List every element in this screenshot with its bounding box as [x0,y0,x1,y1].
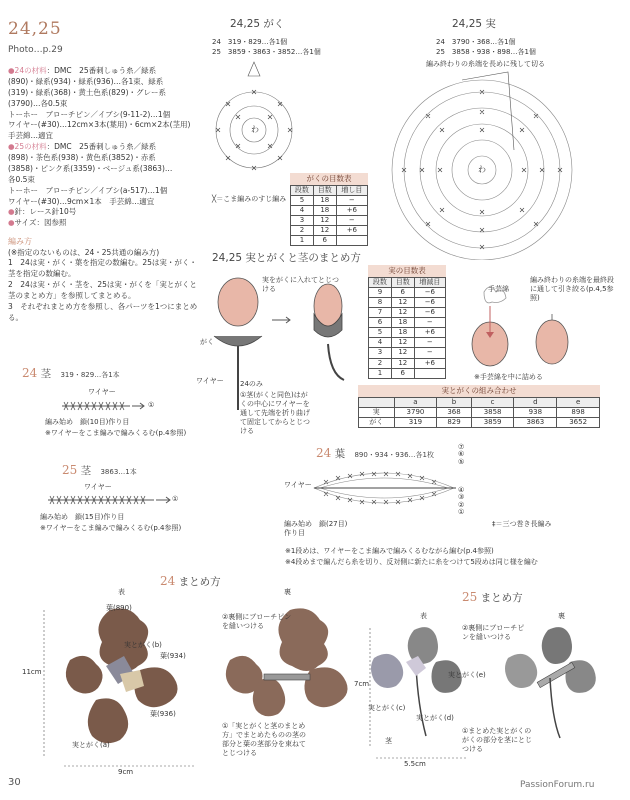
finish25-width: 5.5cm [404,760,426,768]
calyx-title: 24,25 がく [230,18,285,30]
materials-25-label: 25の材料 [14,142,47,152]
finish24-join-note: ①「実とがくと茎のまとめ方」でまとめたものの茎の部分と葉の茎部分を束ねてとじつける [222,722,306,758]
assembly-stem-note: ①茎(がくと同色)はがくの中心にワイヤーを通して先端を折り曲げて固定してからとじつける [240,391,310,436]
finish25-fruit-c: 実とがく(c) [368,704,406,712]
assembly-calyx-label: がく [200,338,214,346]
stem24-wire-label: ワイヤー [88,388,116,396]
finish24-leaf936: 葉(936) [150,710,176,718]
combo-table: 実とがくの組み合わせ a b c d e 実 3790 368 3858 938 898 がく 319 829 3859 3863 3652 [318,385,600,428]
finish25-fruit-d: 実とがく(d) [416,714,454,722]
finish24-height-dimension [40,610,48,756]
page-title: 24,25 [8,19,62,39]
finish24-title: 24 まとめ方 [160,574,221,588]
calyx-legend: ╳＝こま編みのすじ編み [212,195,287,203]
finish25-join-note: ①まとめた実とがくのがくの部分を茎にとじつける [462,727,532,754]
stitch-symbol-icon: ╳ [212,195,217,203]
stem24-note: ※ワイヤーをこま編みで編みくるむ(p.4参照) [45,429,187,437]
leaf-chart [310,462,470,528]
calyx-table: がくの目数表 段数 目数 増し目 5 18 − 4 18 +6 3 12 − 2 12 +6 1 6 [290,173,368,246]
finish25-height-dimension [366,628,374,748]
fruit-draw-note: 編み終わりの糸端を最終段に通して引き絞る(p.4,5参照) [530,276,614,303]
finish25-fruit-e: 実とがく(e) [448,671,486,679]
stem24-row-1: ① [148,401,155,409]
size-info: サイズ：図参照 [14,218,67,228]
stem25-chart [44,490,189,510]
finish24-leaf890: 葉(890) [106,604,132,612]
finish24-height: 11cm [22,668,42,676]
fruit-center: わ [478,165,486,174]
needle-info: 針：レース針10号 [14,207,77,217]
method-block: 編み方 (※指定のないものは、24・25共通の編み方) 1 24は実・がく・葉を指定の数編む。25は実・がく・茎を指定の数編む。 2 24は実・がく・茎を、25は実・がくを「実とがくと茎のまとめ方」を参照してまとめる。 3 それぞれまとめ方を参照し、各パーツを1つにまとめる。 [8,236,203,324]
assembly-only24: 24のみ [240,380,263,388]
calyx-diagram [196,60,306,185]
calyx-center: わ [251,125,259,134]
method-title: 編み方 [8,237,32,246]
stuffing-illustration [460,272,520,372]
finish24-back: 裏 [284,588,291,596]
leaf-start: 編み始め 鎖(27目)作り目 [284,520,348,538]
leaf-note1: ※1段めは、ワイヤーをこま編みで編みくるむながら編む(p.4参照) [285,547,494,555]
stem25-start: 編み始め 鎖(15目)作り目 [40,513,125,521]
stem24-start: 編み始め 鎖(10目)作り目 [45,418,130,426]
fruit-end-note: 編み終わりの糸端を長めに残して切る [426,60,545,68]
cotton-label: 手芸綿 [488,285,509,293]
assembly-wire-label: ワイヤー [196,377,224,385]
photo-reference: Photo…p.29 [8,45,63,55]
finish24-width: 9cm [118,768,134,776]
assembly-fruit-note: 実をがくに入れてとじつける [262,276,339,294]
finish25-stem: 茎 [385,737,392,745]
calyx-line2: 25 3859・3863・3852…各1個 [212,48,321,56]
stem25-title: 25 茎 3863…1本 [62,463,137,477]
leaf-wire-label: ワイヤー [284,481,312,489]
leaf-note2: ※4段めまで編んだら糸を切り、反対側に新たに糸をつけて5段めは同じ様を編む [285,558,538,566]
stem24-title: 24 茎 319・829…各1本 [22,366,120,380]
materials-24-label: 24の材料 [14,66,47,75]
leaf-legend: ‡＝三つ巻き長編み [492,520,552,528]
fruit-stuff-note: ※手芸綿を中に詰める [474,373,543,381]
fruit-title: 24,25 実 [452,18,496,30]
fruit-line1: 24 3790・368…各1個 [436,38,516,46]
page-number: 30 [8,777,21,788]
treble-stitch-icon: ‡ [492,520,496,528]
materials-block: ●24の材料：DMC 25番刺しゅう糸／緑系 (890)・緑系(934)・緑系(936)…各1束、緑系 (319)・緑系(368)・黄土色系(829)・グレー系 (3790)…各0.5束 トーホー ブローチピン／イブシ(9-11-2)…1個 ワイヤー(#30)…12cm×3本(葉用)・6cm×2本(茎用) 手芸綿…適宜 ●25の材料：DMC 25番刺しゅう糸／緑系 (898)・茶色系(938)・黄色系(3852)・赤系 (3858)・ピンク系(3359)・ベージュ系(3863)… 各0.5束 トーホー ブローチピン／イブシ(a-517)…1個 ワイヤー(#30)…9cm×1本 手芸綿…適宜 ●針：レース針10号 ●サイズ：図参照 [8,66,191,228]
finish25-pin-note: ②裏側にブローチピンを縫いつける [462,624,525,642]
drawn-fruit-illustration [530,310,575,370]
finish24-pin-note: ②裏側にブローチピンを縫いつける [222,613,292,631]
leaf-row-labels-top: ⑦ ⑥ ⑤ [458,443,465,466]
watermark: PassionForum.ru [520,780,595,790]
finish25-front: 表 [420,612,427,620]
stem25-note: ※ワイヤーをこま編みで編みくるむ(p.4参照) [40,524,182,532]
finish24-front: 表 [118,588,125,596]
stem25-row-1: ① [172,495,179,503]
leaf-title: 24 葉 890・934・936…各1枚 [316,446,435,460]
finish25-back: 裏 [558,612,565,620]
finish24-leaf934: 葉(934) [160,652,186,660]
finish24-fruit-b: 実とがく(b) [124,641,162,649]
fruit-line2: 25 3858・938・898…各1個 [436,48,536,56]
finish24-fruit-a: 実とがく(a) [72,741,110,749]
finish25-height: 7cm [354,680,370,688]
finish25-title: 25 まとめ方 [462,590,523,604]
assembly-title: 24,25 実とがくと茎のまとめ方 [212,252,361,264]
finish24-front-illustration [50,600,200,760]
stem25-wire-label: ワイヤー [84,483,112,491]
fruit-table: 実の目数表 段数 目数 増減目 9 6 −6 8 12 −6 7 12 −6 6 18 − 5 18 +6 4 12 − 3 12 − 2 12 +6 1 6 [368,265,446,379]
leaf-row-labels-bottom: ④ ③ ② ① [458,486,465,517]
calyx-line1: 24 319・829…各1個 [212,38,288,46]
